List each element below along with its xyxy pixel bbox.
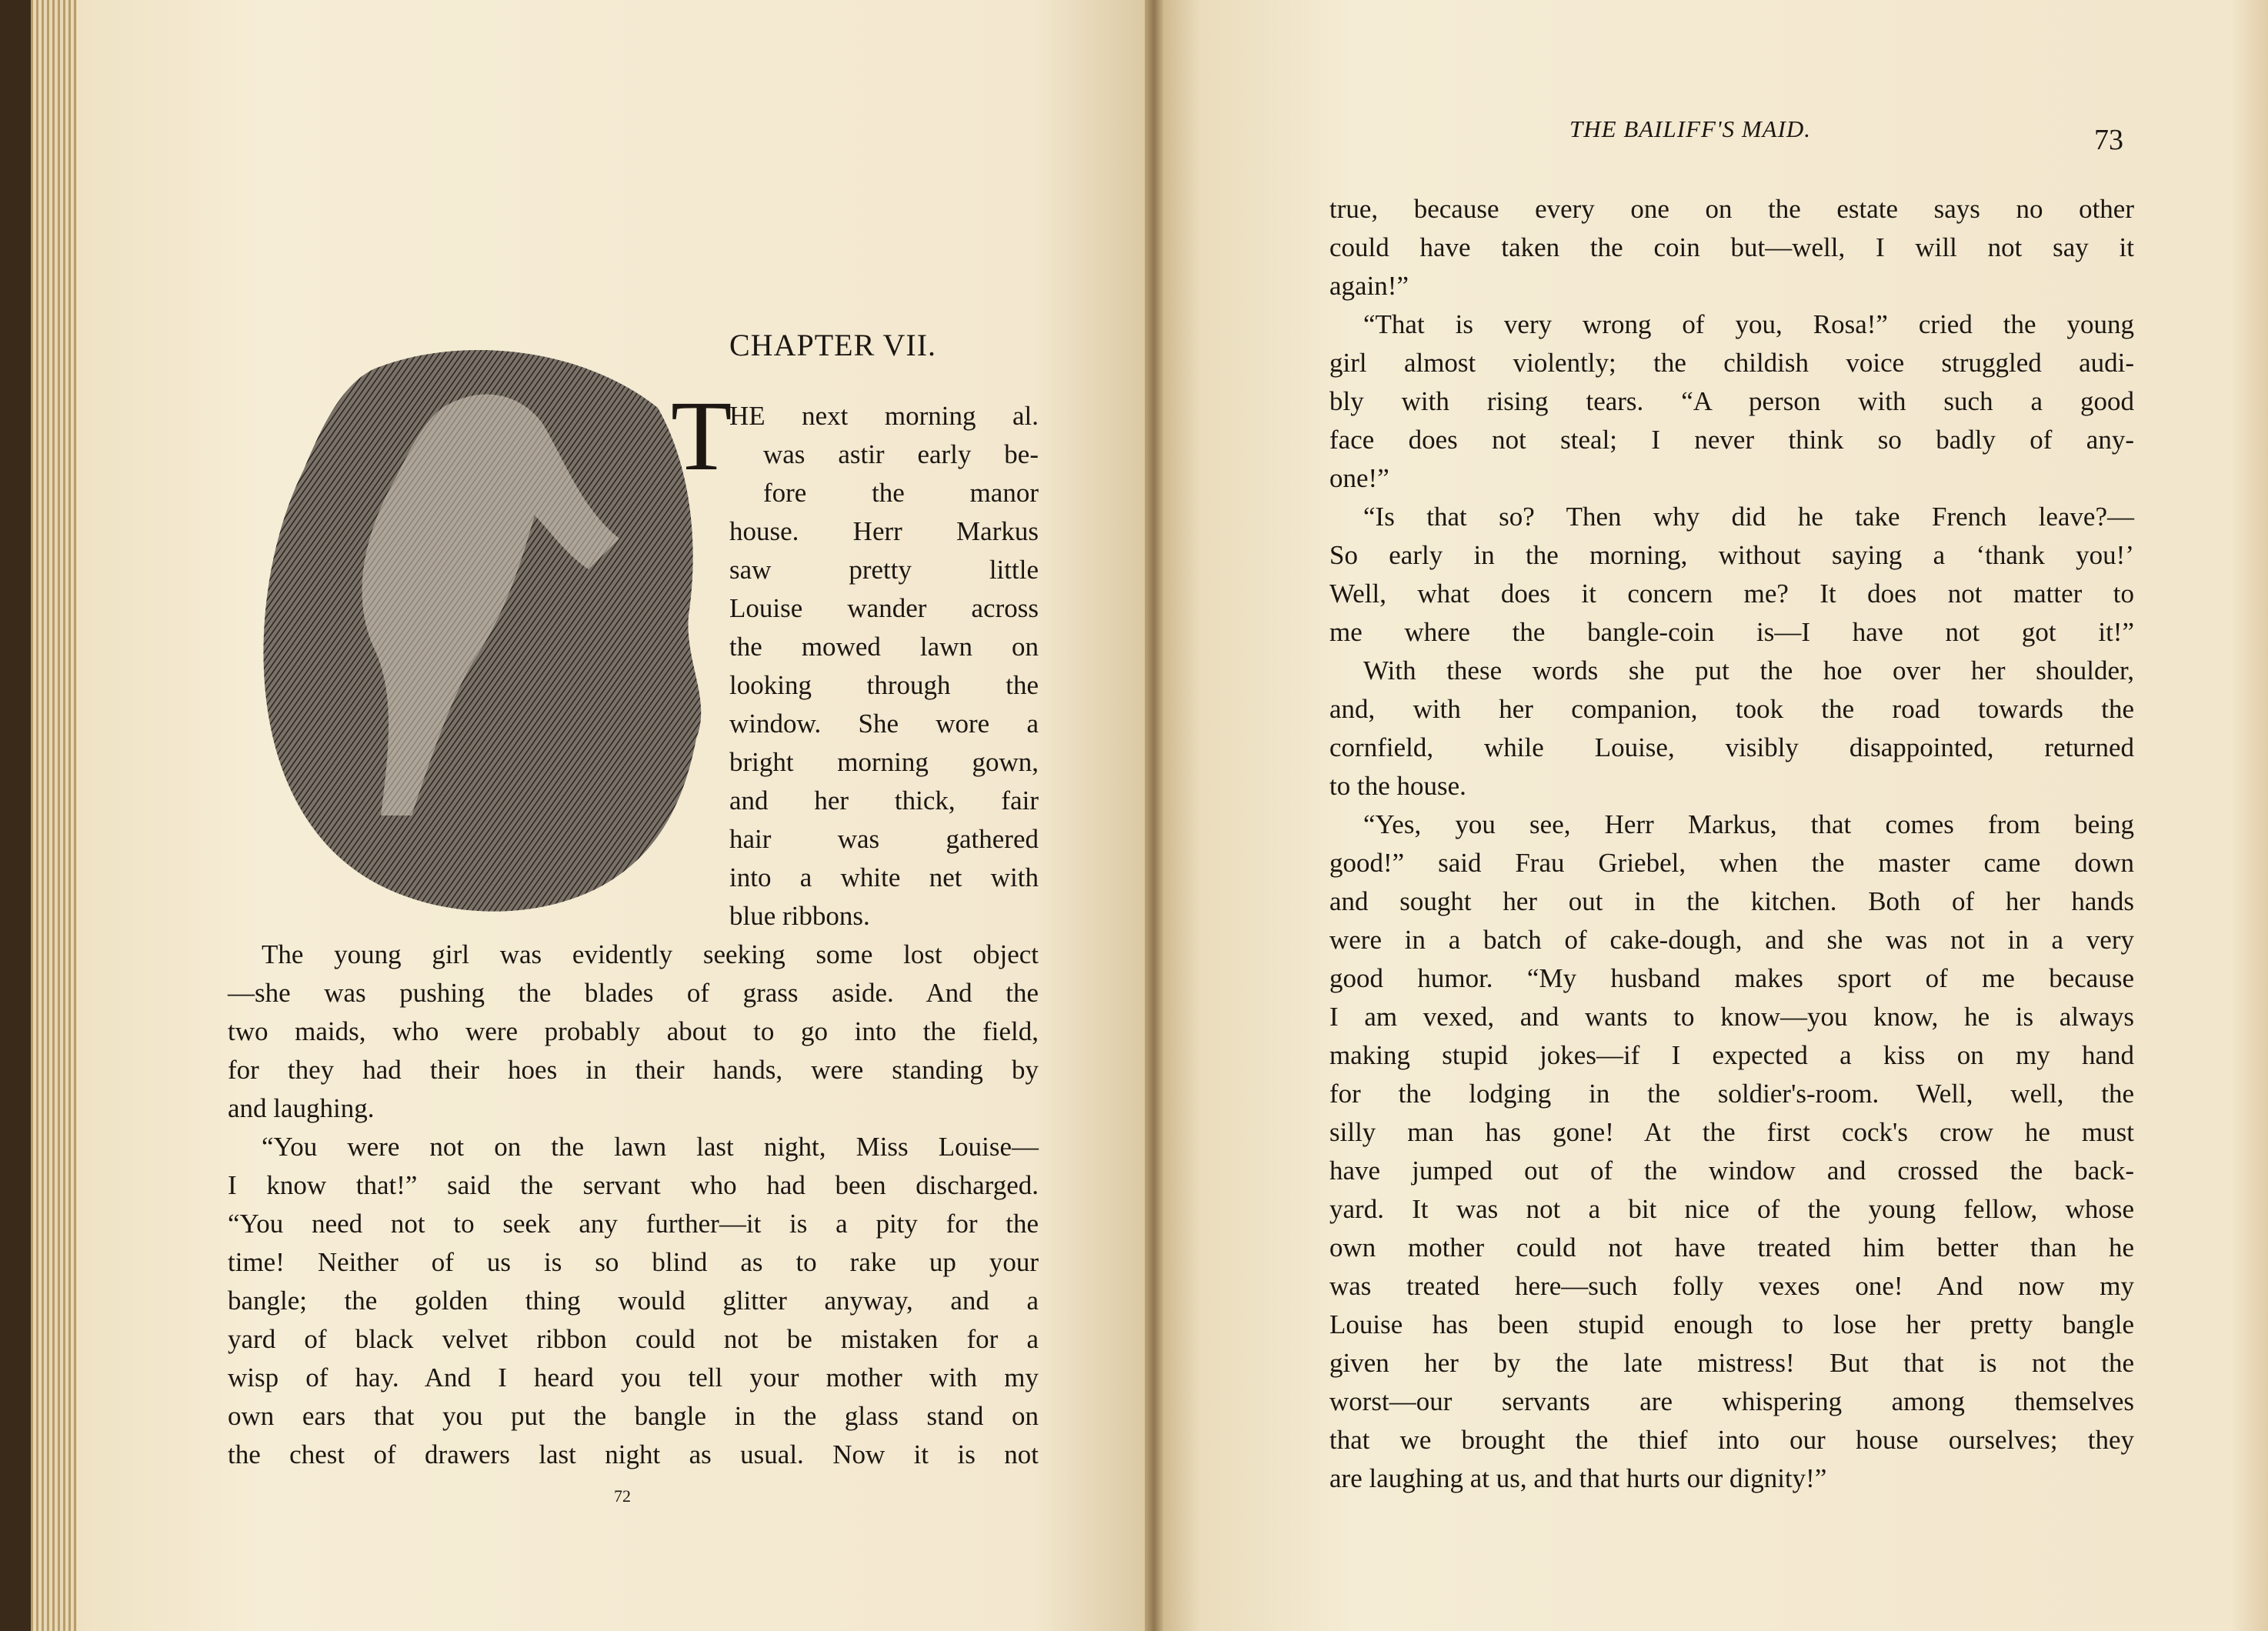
- text-line: was treated here—such folly vexes one! And now my: [1329, 1271, 2134, 1301]
- text-line: into a white net with: [729, 862, 1039, 892]
- text-line: and, with her companion, took the road towards the: [1329, 694, 2134, 724]
- text-line: the chest of drawers last night as usual. Now it is not: [228, 1439, 1039, 1469]
- text-line: worst—our servants are whispering among themselves: [1329, 1386, 2134, 1416]
- text-line: again!”: [1329, 271, 1409, 301]
- text-line: for they had their hoes in their hands, were standing by: [228, 1055, 1039, 1085]
- left-page-number: 72: [614, 1486, 631, 1506]
- text-line: given her by the late mistress! But that is not the: [1329, 1348, 2134, 1378]
- text-line: Louise wander across: [729, 593, 1039, 623]
- text-line: time! Neither of us is so blind as to rake up your: [228, 1247, 1039, 1277]
- wrapped-paragraph: [729, 397, 1039, 936]
- text-line: Well, what does it concern me? It does not matter to: [1329, 579, 2134, 609]
- text-line: wisp of hay. And I heard you tell your mother with my: [228, 1363, 1039, 1393]
- text-line: for the lodging in the soldier's-room. Well, well, the: [1329, 1079, 2134, 1109]
- text-line: “That is very wrong of you, Rosa!” cried the young: [1363, 309, 2134, 339]
- text-line: and laughing.: [228, 1093, 375, 1123]
- text-line: own ears that you put the bangle in the glass stand on: [228, 1401, 1039, 1431]
- text-line: that we brought the thief into our house ourselves; they: [1329, 1425, 2134, 1455]
- text-line: two maids, who were probably about to go into the field,: [228, 1016, 1039, 1046]
- text-line: are laughing at us, and that hurts our dignity!”: [1329, 1463, 1827, 1493]
- chapter-title: CHAPTER VII.: [729, 328, 937, 362]
- book-gutter: [1145, 0, 1163, 1631]
- text-line: yard. It was not a bit nice of the young fellow, whose: [1329, 1194, 2134, 1224]
- text-line: I know that!” said the servant who had been discharged.: [228, 1170, 1039, 1200]
- right-page-number: 73: [2094, 124, 2123, 156]
- text-line: “You need not to seek any further—it is a pity for the: [228, 1209, 1039, 1239]
- text-line: true, because every one on the estate says no other: [1329, 194, 2134, 224]
- text-line: have jumped out of the window and crossed the back-: [1329, 1156, 2134, 1186]
- text-line: making stupid jokes—if I expected a kiss on my hand: [1329, 1040, 2134, 1070]
- text-line: was astir early be-: [763, 439, 1039, 469]
- text-line: “Is that so? Then why did he take French leave?—: [1363, 502, 2134, 532]
- text-line: good humor. “My husband makes sport of me because: [1329, 963, 2134, 993]
- text-line: So early in the morning, without saying a ‘thank you!’: [1329, 540, 2134, 570]
- text-line: With these words she put the hoe over her shoulder,: [1363, 655, 2134, 685]
- text-line: the mowed lawn on: [729, 632, 1039, 662]
- text-line: face does not steal; I never think so badly of any-: [1329, 425, 2134, 455]
- text-line: bright morning gown,: [729, 747, 1039, 777]
- text-line: bangle; the golden thing would glitter anyway, and a: [228, 1286, 1039, 1316]
- text-line: looking through the: [729, 670, 1039, 700]
- chapter-illustration: [258, 339, 712, 923]
- text-line: one!”: [1329, 463, 1389, 493]
- text-line: The young girl was evidently seeking some lost object: [262, 939, 1039, 969]
- text-line: silly man has gone! At the first cock's crow he must: [1329, 1117, 2134, 1147]
- text-line: fore the manor: [763, 478, 1039, 508]
- text-line: and sought her out in the kitchen. Both of her hands: [1329, 886, 2134, 916]
- text-line: and her thick, fair: [729, 785, 1039, 816]
- left-body-text: [228, 936, 1039, 1474]
- text-line: bly with rising tears. “A person with such a good: [1329, 386, 2134, 416]
- text-line: I am vexed, and wants to know—you know, he is always: [1329, 1002, 2134, 1032]
- text-line: —she was pushing the blades of grass aside. And the: [228, 978, 1039, 1008]
- text-line: house. Herr Markus: [729, 516, 1039, 546]
- text-line: yard of black velvet ribbon could not be mistaken for a: [228, 1324, 1039, 1354]
- text-line: saw pretty little: [729, 555, 1039, 585]
- text-line: own mother could not have treated him better than he: [1329, 1232, 2134, 1262]
- text-line: hair was gathered: [729, 824, 1039, 854]
- text-line: Louise has been stupid enough to lose her pretty bangle: [1329, 1309, 2134, 1339]
- text-line: HE next morning al.: [729, 401, 1039, 431]
- text-line: “Yes, you see, Herr Markus, that comes from being: [1363, 809, 2134, 839]
- text-line: window. She wore a: [729, 709, 1039, 739]
- running-head: THE BAILIFF'S MAID.: [1569, 115, 1812, 142]
- text-line: cornfield, while Louise, visibly disappointed, returned: [1329, 732, 2134, 762]
- text-line: to the house.: [1329, 771, 1466, 801]
- drop-cap: T: [671, 381, 732, 492]
- text-line: good!” said Frau Griebel, when the master came down: [1329, 848, 2134, 878]
- text-line: girl almost violently; the childish voice struggled audi-: [1329, 348, 2134, 378]
- text-line: blue ribbons.: [729, 901, 870, 931]
- text-line: “You were not on the lawn last night, Miss Louise—: [262, 1132, 1039, 1162]
- text-line: could have taken the coin but—well, I will not say it: [1329, 232, 2134, 262]
- page-edges: [31, 0, 77, 1631]
- text-line: were in a batch of cake-dough, and she was not in a very: [1329, 925, 2134, 955]
- right-body-text: [1329, 190, 2134, 1498]
- text-line: me where the bangle-coin is—I have not got it!”: [1329, 617, 2134, 647]
